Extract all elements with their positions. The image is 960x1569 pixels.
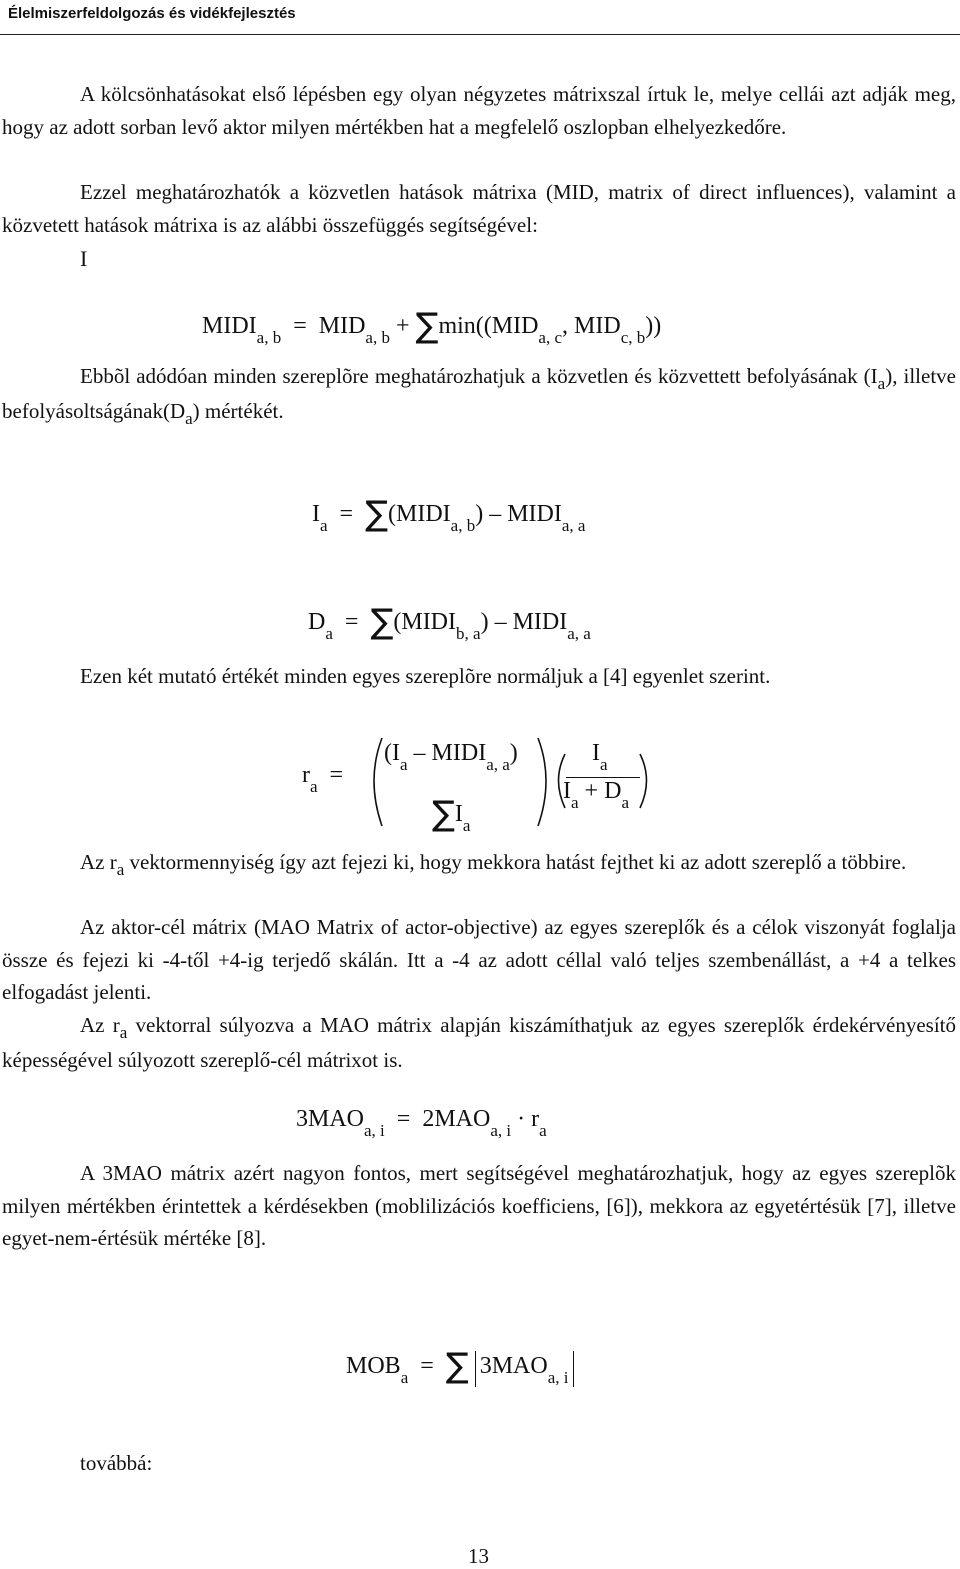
p3-sub-2: a: [185, 408, 193, 428]
eq5-equals: =: [396, 1106, 411, 1132]
eq5-r-sub: a: [539, 1121, 547, 1140]
eq5-r: r: [531, 1106, 540, 1132]
eq3-lhs: D: [308, 609, 326, 635]
p3-part-3: ) mértékét.: [192, 398, 284, 423]
eq4-equals: =: [329, 762, 344, 788]
eq6-term: 3MAO: [479, 1353, 548, 1379]
eq3-equals: =: [344, 609, 359, 635]
eq4-lhs-group: [302, 762, 344, 796]
eq4-num1-sub: a: [399, 755, 408, 774]
eq3-close: ): [480, 609, 489, 635]
p7-part-2: vektorral súlyozva a MAO mátrix alapján kiszámíthatjuk az egyes szereplők érdekérvényesítő képességével súlyozott szereplő-cél mátrixot is.: [2, 1013, 956, 1072]
eq6-sum-symbol: ∑: [445, 1346, 469, 1386]
eq2-sub-aa: a, a: [561, 516, 586, 535]
eq6-lhs-sub: a: [400, 1368, 409, 1387]
eq4-denominator-1: [432, 790, 471, 835]
eq1-mid-sub: a, b: [365, 328, 390, 347]
paragraph-5: [2, 846, 956, 881]
eq4-lhs: r: [302, 762, 310, 788]
eq1-lhs-sub: a, b: [256, 328, 282, 347]
eq4-num1-close: ): [509, 740, 518, 766]
eq1-close: )): [645, 313, 662, 339]
p5-part-2: vektormennyiség így azt fejezi ki, hogy mekkora hatást fejthet ki az adott szereplő a többire.: [124, 850, 907, 874]
eq4-denominator-2: [563, 778, 629, 812]
paragraph-4: Ezen két mutató értékét minden egyes szereplõre normáljuk a [4] egyenlet szerint.: [80, 664, 771, 688]
eq2-equals: =: [339, 501, 354, 527]
eq4-num2-sub: a: [600, 755, 608, 774]
equation-mob: [346, 1342, 574, 1387]
eq5-lhs-sub: a, i: [364, 1121, 385, 1140]
eq1-mid: MID: [318, 313, 366, 339]
eq2-sum-symbol: ∑: [365, 494, 389, 534]
equation-3mao: [296, 1106, 547, 1140]
header-rule: [0, 34, 960, 35]
eq3-sub-aa: a, a: [567, 624, 591, 643]
eq2-lhs-sub: a: [320, 516, 328, 535]
eq1-sub-ac: a, c: [538, 328, 563, 347]
eq4-den2-plus: +: [584, 778, 599, 804]
eq4-num2-i: I: [592, 740, 600, 766]
eq4-numerator-1: [384, 740, 518, 774]
eq1-equals: =: [293, 313, 307, 339]
stray-letter: I: [80, 246, 88, 271]
eq5-rhs-sub: a, i: [490, 1121, 512, 1140]
eq4-num1-minus: –: [413, 740, 426, 766]
eq2-close: ): [475, 501, 484, 527]
eq4-den1-sum-symbol: ∑: [432, 794, 455, 834]
eq2-lhs: I: [312, 501, 320, 527]
p7-sub: a: [119, 1023, 128, 1042]
eq3-sub-ba: b, a: [456, 624, 481, 643]
p3-part-1: Ebbõl adódóan minden szereplõre meghatározhatjuk a közvetlen és közvettett befolyásának (I: [80, 364, 878, 388]
eq5-lhs: 3MAO: [296, 1106, 365, 1132]
eq6-equals: =: [420, 1353, 434, 1379]
p5-sub: a: [116, 860, 125, 879]
eq4-den1-i: I: [454, 801, 463, 827]
equation-da: [308, 598, 591, 643]
p3-sub-1: a: [877, 374, 886, 393]
eq1-min-func: min((MID: [438, 313, 539, 339]
eq5-rhs: 2MAO: [422, 1106, 491, 1132]
p3-part-2: ), illetve befolyásoltságának(D: [2, 364, 956, 423]
eq4-den1-sub: a: [462, 816, 471, 835]
eq4-num1-midi: MIDI: [431, 740, 487, 766]
eq3-lhs-sub: a: [325, 624, 333, 643]
eq4-numerator-2: [592, 740, 608, 774]
eq6-abs-value: [475, 1351, 574, 1387]
eq1-lhs: MIDI: [202, 313, 257, 339]
eq4-den2-sub1: a: [571, 793, 579, 812]
paragraph-6: Az aktor-cél mátrix (MAO Matrix of actor-objective) az egyes szereplők és a célok viszonyát foglalja össze és fejezi ki -4-től +4-ig terjedő skálán. Itt a -4 az adott céllal való teljes szembenállást, a +4 a telkes elfogadást jelenti.: [2, 915, 956, 1004]
p7-part-1: Az r: [80, 1013, 120, 1037]
eq4-den2-sub2: a: [621, 793, 629, 812]
eq1-mid2: MID: [574, 313, 621, 339]
eq1-comma: ,: [562, 313, 569, 339]
paragraph-2: Ezzel meghatározhatók a közvetlen hatások mátrixa (MID, matrix of direct influences), valamint a közvetett hatások mátrixa is az alábbi összefüggés segítségével:: [2, 180, 956, 237]
eq4-num1-open: (I: [384, 740, 400, 766]
eq1-sum-symbol: ∑: [415, 306, 439, 346]
eq3-open: (MIDI: [393, 609, 457, 635]
eq2-minus: –: [489, 501, 502, 527]
eq1-sub-cb: c, b: [620, 328, 646, 347]
eq4-den2-d: D: [604, 778, 622, 804]
eq2-open: (MIDI: [388, 501, 451, 527]
eq4-lhs-sub: a: [310, 777, 318, 796]
eq4-den2-i: I: [563, 778, 571, 804]
equation-midi: [202, 302, 662, 347]
paragraph-1: A kölcsönhatásokat első lépésben egy olyan négyzetes mátrixszal írtuk le, melye cellái azt adják meg, hogy az adott sorban levő aktor milyen mértékben hat a megfelelő oszlopban elhelyezkedőre.: [2, 82, 956, 139]
paragraph-8: A 3MAO mátrix azért nagyon fontos, mert segítségével meghatározhatjuk, hogy az egyes szereplõk milyen mértékben érintettek a kérdésekben (moblilizációs koefficiens, [6]), mekkora az egyetértésük [7], illetve egyet-nem-értésük mértéke [8].: [2, 1161, 956, 1250]
page-number: 13: [468, 1544, 489, 1568]
eq6-term-sub: a, i: [547, 1368, 569, 1387]
eq4-num1-sub2: a, a: [486, 755, 510, 774]
eq1-plus: +: [395, 313, 410, 339]
eq3-term: MIDI: [512, 609, 568, 635]
equation-ia: [312, 490, 586, 535]
eq5-dot: ·: [517, 1106, 526, 1132]
eq2-sub-ab: a, b: [450, 516, 476, 535]
paragraph-7: [2, 1009, 956, 1076]
eq3-minus: –: [494, 609, 507, 635]
running-header: Élelmiszerfeldolgozás és vidékfejlesztés: [8, 5, 296, 22]
eq2-term: MIDI: [507, 501, 562, 527]
p5-part-1: Az r: [80, 850, 117, 874]
eq6-lhs: MOB: [346, 1353, 401, 1379]
paragraph-3: [2, 360, 956, 429]
eq3-sum-symbol: ∑: [370, 602, 394, 642]
paragraph-9: továbbá:: [80, 1451, 153, 1475]
